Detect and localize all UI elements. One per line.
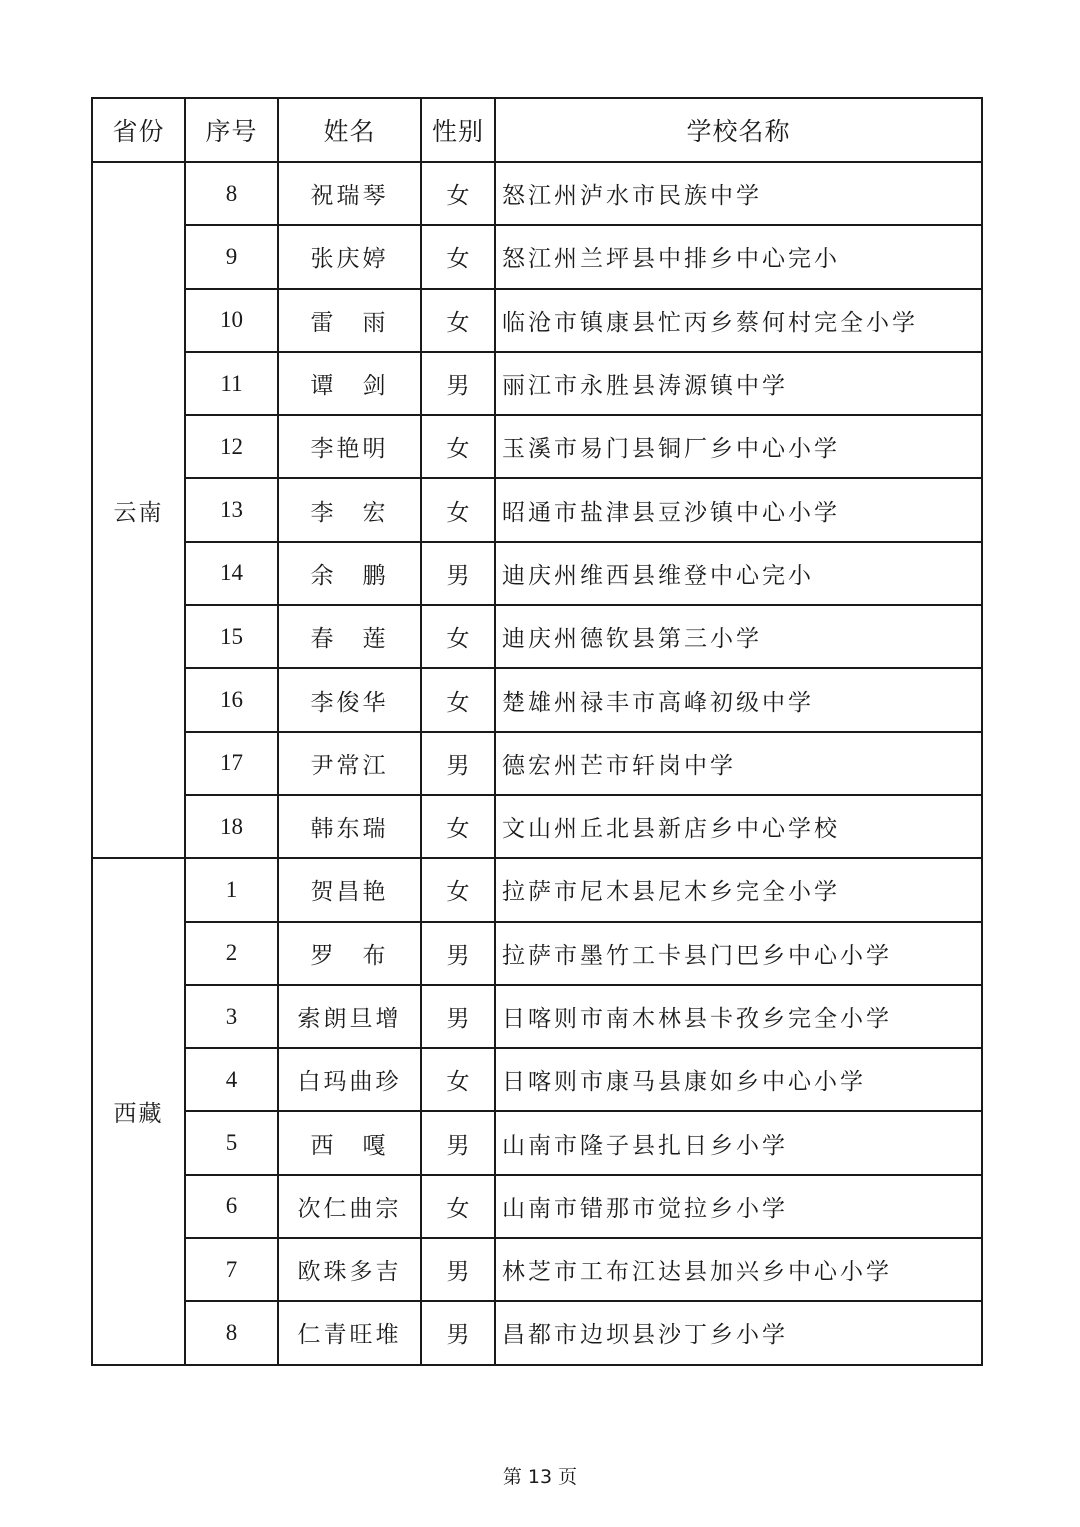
school-cell: 临沧市镇康县忙丙乡蔡何村完全小学	[495, 289, 982, 352]
school-cell: 日喀则市南木林县卡孜乡完全小学	[495, 985, 982, 1048]
province-cell: 西藏	[92, 858, 185, 1364]
seq-cell: 3	[185, 985, 278, 1048]
seq-cell: 4	[185, 1048, 278, 1111]
school-cell: 文山州丘北县新店乡中心学校	[495, 795, 982, 858]
table-row	[92, 352, 982, 415]
gender-cell: 女	[421, 1175, 495, 1238]
name-cell: 雷 雨	[278, 289, 421, 352]
gender-cell: 女	[421, 1048, 495, 1111]
seq-cell: 7	[185, 1238, 278, 1301]
gender-cell: 男	[421, 352, 495, 415]
seq-cell: 14	[185, 542, 278, 605]
header-name: 姓名	[278, 98, 421, 162]
seq-cell: 13	[185, 478, 278, 541]
table-header-row	[92, 98, 982, 162]
name-cell: 李俊华	[278, 668, 421, 731]
province-cell: 云南	[92, 162, 185, 858]
table-row	[92, 1111, 982, 1174]
school-cell: 迪庆州维西县维登中心完小	[495, 542, 982, 605]
seq-cell: 9	[185, 225, 278, 288]
gender-cell: 女	[421, 668, 495, 731]
school-cell: 拉萨市墨竹工卡县门巴乡中心小学	[495, 922, 982, 985]
school-cell: 怒江州泸水市民族中学	[495, 162, 982, 225]
name-cell: 仁青旺堆	[278, 1301, 421, 1364]
name-cell: 次仁曲宗	[278, 1175, 421, 1238]
gender-cell: 男	[421, 985, 495, 1048]
gender-cell: 男	[421, 732, 495, 795]
gender-cell: 男	[421, 1111, 495, 1174]
seq-cell: 8	[185, 162, 278, 225]
header-province: 省份	[92, 98, 185, 162]
gender-cell: 女	[421, 162, 495, 225]
name-cell: 贺昌艳	[278, 858, 421, 921]
name-cell: 尹常江	[278, 732, 421, 795]
table-row	[92, 985, 982, 1048]
seq-cell: 8	[185, 1301, 278, 1364]
school-cell: 昭通市盐津县豆沙镇中心小学	[495, 478, 982, 541]
name-cell: 谭 剑	[278, 352, 421, 415]
seq-cell: 16	[185, 668, 278, 731]
school-cell: 日喀则市康马县康如乡中心小学	[495, 1048, 982, 1111]
seq-cell: 12	[185, 415, 278, 478]
gender-cell: 男	[421, 922, 495, 985]
school-cell: 德宏州芒市轩岗中学	[495, 732, 982, 795]
seq-cell: 1	[185, 858, 278, 921]
table-row	[92, 922, 982, 985]
table-row	[92, 478, 982, 541]
name-cell: 索朗旦增	[278, 985, 421, 1048]
gender-cell: 男	[421, 1238, 495, 1301]
name-cell: 西 嘎	[278, 1111, 421, 1174]
name-cell: 张庆婷	[278, 225, 421, 288]
school-cell: 楚雄州禄丰市高峰初级中学	[495, 668, 982, 731]
seq-cell: 5	[185, 1111, 278, 1174]
table-row	[92, 162, 982, 225]
seq-cell: 18	[185, 795, 278, 858]
gender-cell: 男	[421, 542, 495, 605]
name-cell: 李艳明	[278, 415, 421, 478]
roster-table	[91, 97, 983, 1366]
gender-cell: 女	[421, 605, 495, 668]
table-row	[92, 289, 982, 352]
school-cell: 林芝市工布江达县加兴乡中心小学	[495, 1238, 982, 1301]
school-cell: 玉溪市易门县铜厂乡中心小学	[495, 415, 982, 478]
seq-cell: 6	[185, 1175, 278, 1238]
table-row	[92, 415, 982, 478]
name-cell: 罗 布	[278, 922, 421, 985]
gender-cell: 女	[421, 225, 495, 288]
school-cell: 山南市隆子县扎日乡小学	[495, 1111, 982, 1174]
table-row	[92, 795, 982, 858]
table-row	[92, 858, 982, 921]
gender-cell: 女	[421, 415, 495, 478]
school-cell: 怒江州兰坪县中排乡中心完小	[495, 225, 982, 288]
name-cell: 韩东瑞	[278, 795, 421, 858]
name-cell: 欧珠多吉	[278, 1238, 421, 1301]
page-number: 第 13 页	[502, 1466, 578, 1488]
table-row	[92, 732, 982, 795]
table-row	[92, 1238, 982, 1301]
school-cell: 迪庆州德钦县第三小学	[495, 605, 982, 668]
school-cell: 拉萨市尼木县尼木乡完全小学	[495, 858, 982, 921]
name-cell: 余 鹏	[278, 542, 421, 605]
table-row	[92, 668, 982, 731]
gender-cell: 女	[421, 289, 495, 352]
table-row	[92, 1175, 982, 1238]
gender-cell: 男	[421, 1301, 495, 1364]
table-row	[92, 1048, 982, 1111]
gender-cell: 女	[421, 858, 495, 921]
school-cell: 昌都市边坝县沙丁乡小学	[495, 1301, 982, 1364]
seq-cell: 17	[185, 732, 278, 795]
gender-cell: 女	[421, 795, 495, 858]
name-cell: 春 莲	[278, 605, 421, 668]
name-cell: 李 宏	[278, 478, 421, 541]
school-cell: 山南市错那市觉拉乡小学	[495, 1175, 982, 1238]
seq-cell: 11	[185, 352, 278, 415]
header-gender: 性别	[421, 98, 495, 162]
school-cell: 丽江市永胜县涛源镇中学	[495, 352, 982, 415]
gender-cell: 女	[421, 478, 495, 541]
table-row	[92, 225, 982, 288]
table-row	[92, 605, 982, 668]
seq-cell: 2	[185, 922, 278, 985]
name-cell: 祝瑞琴	[278, 162, 421, 225]
table-body	[92, 162, 982, 1365]
seq-cell: 15	[185, 605, 278, 668]
header-seq: 序号	[185, 98, 278, 162]
name-cell: 白玛曲珍	[278, 1048, 421, 1111]
table-row	[92, 542, 982, 605]
seq-cell: 10	[185, 289, 278, 352]
table-row	[92, 1301, 982, 1364]
header-school: 学校名称	[495, 98, 982, 162]
